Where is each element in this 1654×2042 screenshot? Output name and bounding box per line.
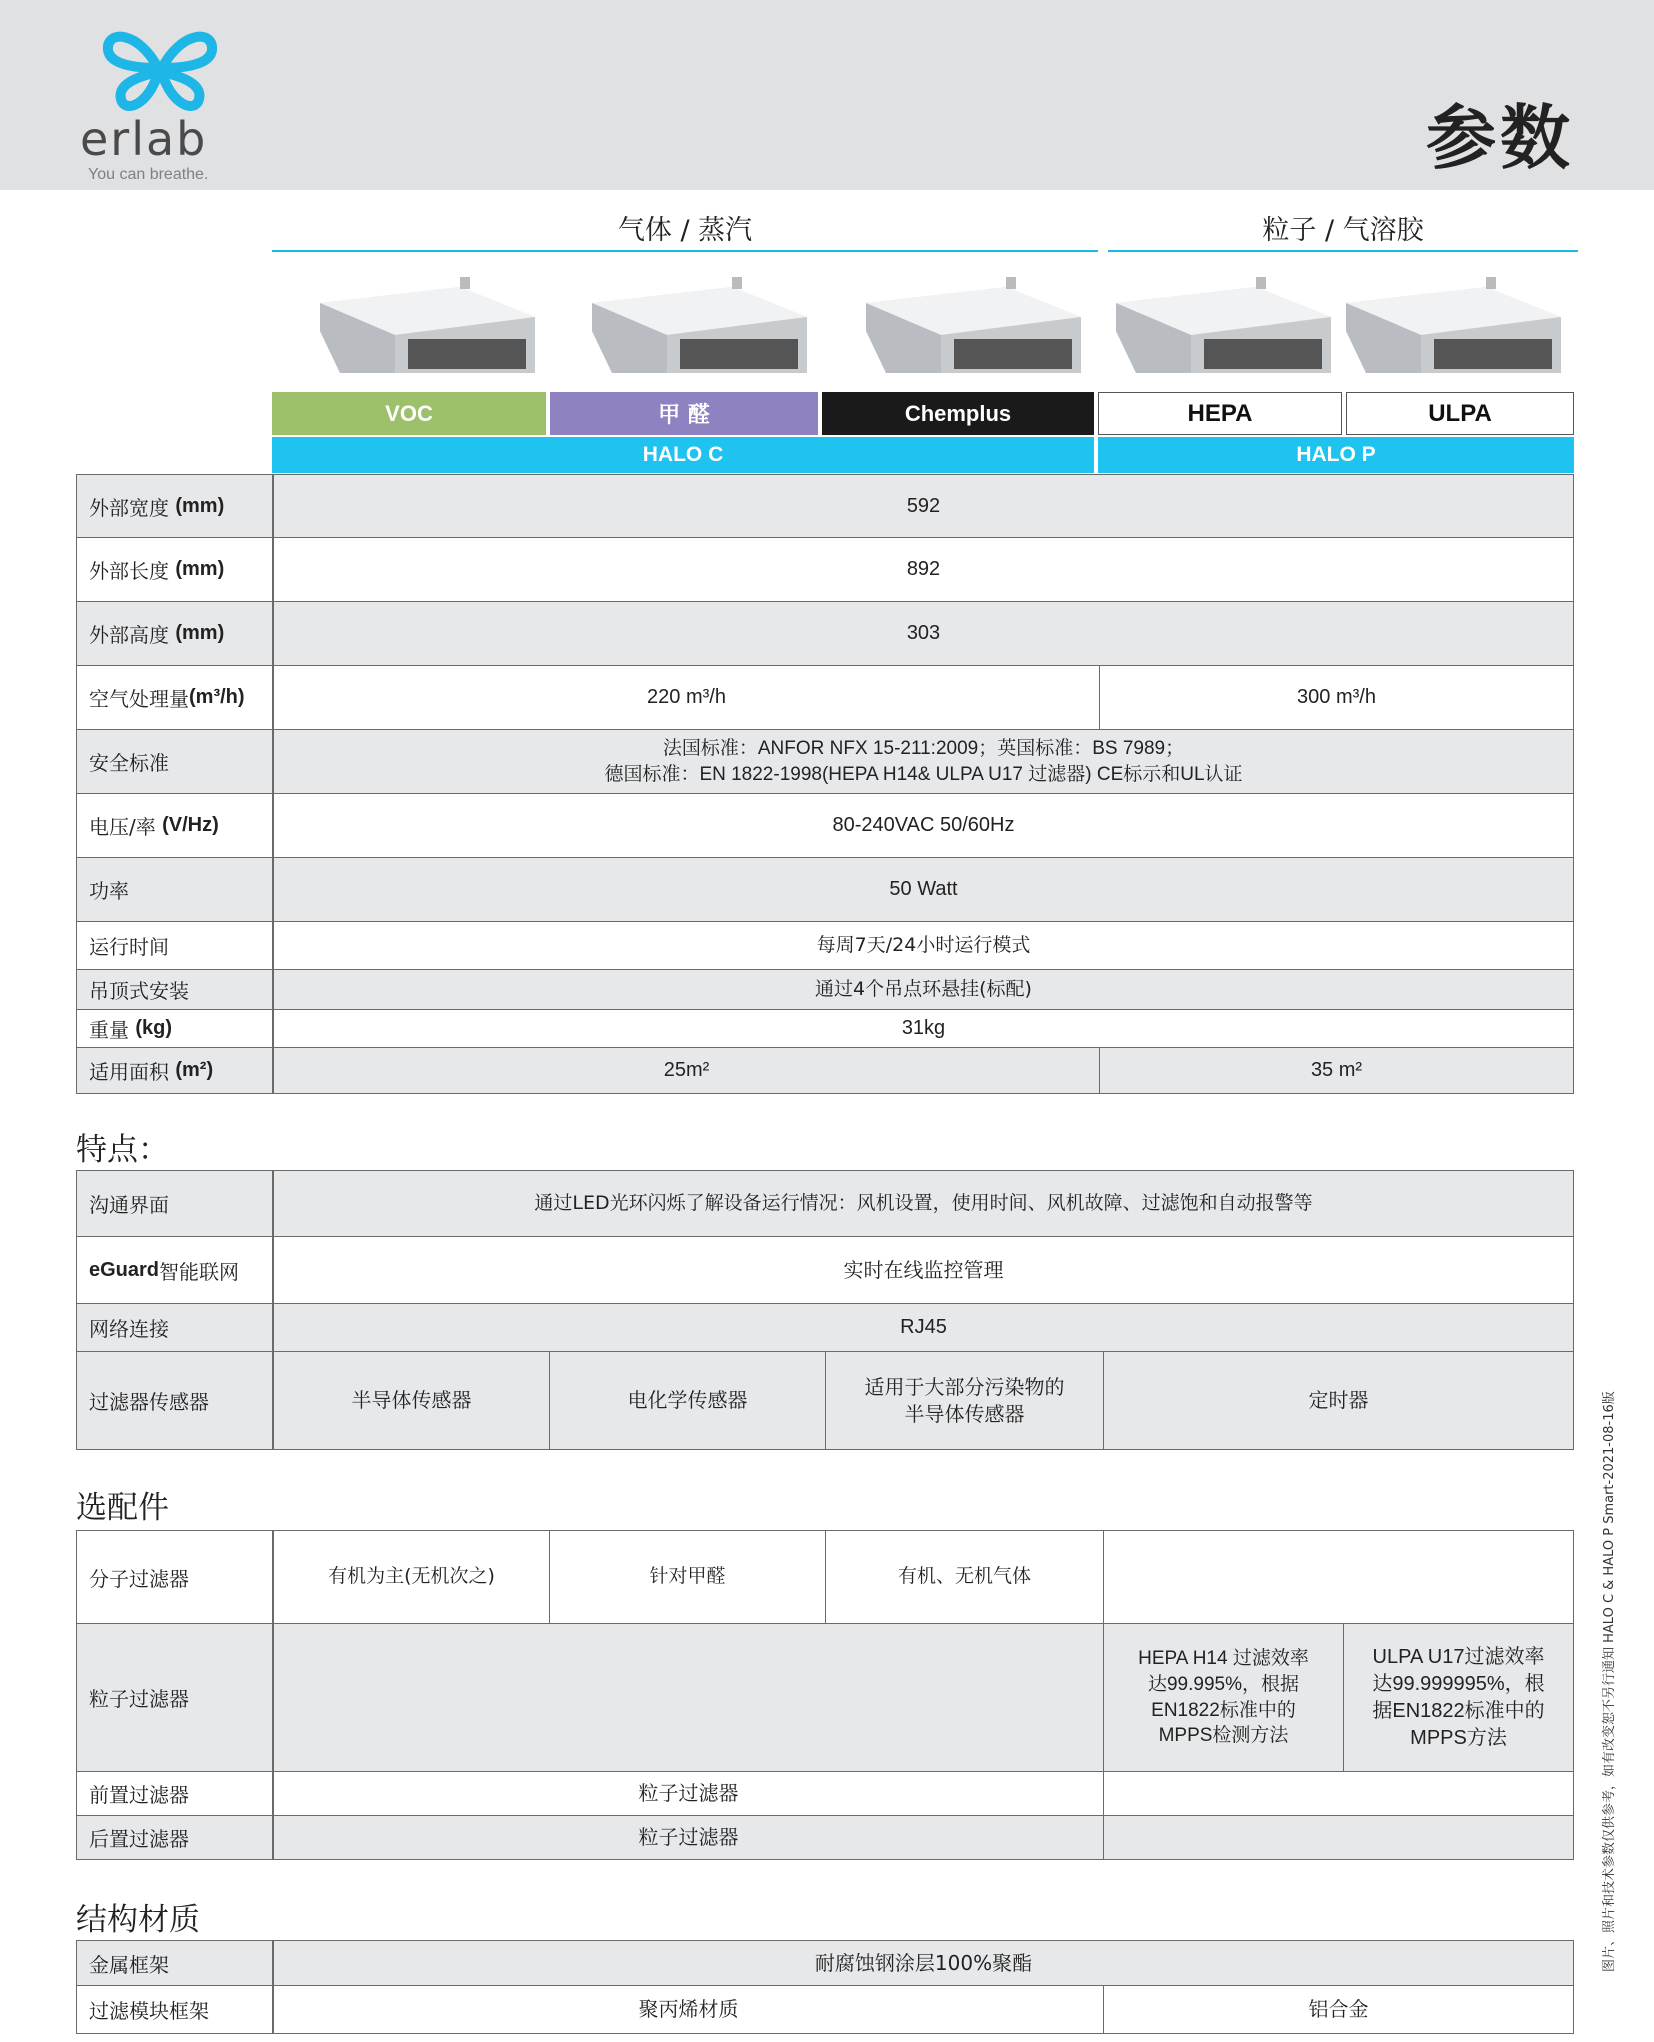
feature-value: 通过LED光环闪烁了解设备运行情况：风机设置，使用时间、风机故障、过滤饱和自动报警等 [273,1171,1573,1236]
header-band [0,0,1654,190]
pre-filter-value: 粒子过滤器 [273,1772,1103,1815]
post-filter-value: 粒子过滤器 [273,1816,1103,1859]
brand-tagline: You can breathe. [88,166,209,183]
feature-label: eGuard 智能联网 [77,1237,273,1303]
ulpa-line-1: ULPA U17过滤效率 [1372,1645,1545,1668]
spec-value-halo-p: 300 m³/h [1099,666,1573,729]
molecular-organic: 有机为主(无机次之) [273,1531,549,1623]
spec-label: 电压/率 (V/Hz) [77,794,273,857]
options-title: 选配件 [76,1490,169,1526]
spec-value-halo-p: 35 m² [1099,1048,1573,1093]
spec-label: 外部宽度 (mm) [77,475,273,537]
series-halo-p: HALO P [1098,437,1574,473]
ulpa-line-3: 据EN1822标准中的 [1372,1699,1545,1722]
spec-label: 吊顶式安装 [77,970,273,1009]
particle-ulpa [1343,1624,1573,1771]
spec-label: 重量 (kg) [77,1010,273,1047]
safety-line-2: 德国标准：EN 1822-1998(HEPA H14& ULPA U17 过滤器) CE标示和UL认证 [604,763,1243,785]
feature-value: 实时在线监控管理 [273,1237,1573,1303]
erlab-logo [78,24,248,189]
material-module-halo-c: 聚丙烯材质 [273,1986,1103,2033]
material-module-halo-p: 铝合金 [1103,1986,1573,2033]
feature-row-eguard [76,1237,1574,1304]
spec-row-ceiling [76,970,1574,1010]
post-filter-empty [1103,1816,1573,1859]
category-particle-line [1108,250,1578,252]
spec-value-halo-c: 25m² [273,1048,1099,1093]
material-row-frame [76,1940,1574,1986]
molecular-formaldehyde: 针对甲醛 [549,1531,825,1623]
spec-value: 50 Watt [273,858,1573,921]
pre-filter-empty [1103,1772,1573,1815]
brand-name: erlab [80,112,208,166]
option-row-post [76,1816,1574,1860]
option-label: 分子过滤器 [77,1531,273,1623]
product-image-ulpa [1336,265,1568,377]
features-title: 特点： [76,1132,169,1168]
spec-value [273,730,1573,793]
product-formaldehyde: 甲 醛 [550,392,818,435]
sensor-general-line-2: 半导体传感器 [904,1401,1025,1426]
option-row-molecular [76,1530,1574,1624]
spec-row-power [76,858,1574,922]
spec-row-weight [76,1010,1574,1048]
category-gas-line [272,250,1098,252]
hepa-line-1: HEPA H14 过滤效率 [1138,1648,1309,1670]
spec-label: 安全标准 [77,730,273,793]
ulpa-line-2: 达99.999995%，根 [1372,1672,1545,1695]
molecular-empty [1103,1531,1573,1623]
feature-label: 网络连接 [77,1304,273,1351]
spec-value: 80-240VAC 50/60Hz [273,794,1573,857]
spec-value: 892 [273,538,1573,601]
spec-label: 功率 [77,858,273,921]
spec-value: 每周7天/24小时运行模式 [273,922,1573,969]
sensor-general [825,1352,1103,1449]
category-gas: 气体 / 蒸汽 [617,215,753,246]
sensor-electrochemical: 电化学传感器 [549,1352,825,1449]
option-label: 粒子过滤器 [77,1624,273,1771]
category-particle: 粒子 / 气溶胶 [1262,215,1424,246]
spec-value: 592 [273,475,1573,537]
ulpa-line-4: MPPS方法 [1410,1726,1507,1749]
product-chemplus: Chemplus [822,392,1094,435]
spec-label: 适用面积 (m²) [77,1048,273,1093]
option-row-pre [76,1772,1574,1816]
spec-row-length [76,538,1574,602]
material-row-module [76,1986,1574,2034]
spec-row-area [76,1048,1574,1094]
product-hepa: HEPA [1098,392,1342,435]
product-image-hepa [1106,265,1338,377]
spec-value-halo-c: 220 m³/h [273,666,1099,729]
feature-label: 沟通界面 [77,1171,273,1236]
material-label: 过滤模块框架 [77,1986,273,2033]
feature-label: 过滤器传感器 [77,1352,273,1449]
materials-title: 结构材质 [76,1902,200,1938]
page-title: 参数 [1426,97,1574,179]
product-image-chemplus [856,265,1088,377]
spec-row-airflow [76,666,1574,730]
spec-row-runtime [76,922,1574,970]
spec-value: 31kg [273,1010,1573,1047]
product-voc: VOC [272,392,546,435]
option-row-particle [76,1624,1574,1772]
material-label: 金属框架 [77,1941,273,1985]
butterfly-icon [100,24,220,116]
spec-label: 外部长度 (mm) [77,538,273,601]
product-ulpa: ULPA [1346,392,1574,435]
series-halo-c: HALO C [272,437,1094,473]
spec-label: 外部高度 (mm) [77,602,273,665]
feature-row-network [76,1304,1574,1352]
option-label: 前置过滤器 [77,1772,273,1815]
side-disclaimer: 图片、照片和技术参数仅供参考，如有改变恕不另行通知 HALO C & HALO P Smart-2021-08-16版 [1602,1391,1617,1972]
spec-row-voltage [76,794,1574,858]
spec-label: 空气处理量 (m³/h) [77,666,273,729]
product-image-voc [310,265,542,377]
spec-row-height [76,602,1574,666]
sensor-semiconductor: 半导体传感器 [273,1352,549,1449]
sensor-general-line-1: 适用于大部分污染物的 [864,1374,1065,1399]
spec-row-safety [76,730,1574,794]
sensor-timer: 定时器 [1103,1352,1573,1449]
feature-value: RJ45 [273,1304,1573,1351]
option-label: 后置过滤器 [77,1816,273,1859]
spec-row-width [76,474,1574,538]
product-image-formaldehyde [582,265,814,377]
molecular-gases: 有机、无机气体 [825,1531,1103,1623]
hepa-line-2: 达99.995%，根据 [1147,1673,1299,1695]
hepa-line-3: EN1822标准中的 [1151,1699,1296,1721]
hepa-line-4: MPPS检测方法 [1158,1725,1289,1747]
feature-row-interface [76,1170,1574,1237]
feature-row-sensor [76,1352,1574,1450]
material-frame-value: 耐腐蚀钢涂层100%聚酯 [273,1941,1573,1985]
spec-value: 通过4个吊点环悬挂(标配) [273,970,1573,1009]
particle-empty [273,1624,1103,1771]
spec-label: 运行时间 [77,922,273,969]
spec-value: 303 [273,602,1573,665]
safety-line-1: 法国标准：ANFOR NFX 15-211:2009；英国标准：BS 7989； [662,737,1185,759]
particle-hepa [1103,1624,1343,1771]
